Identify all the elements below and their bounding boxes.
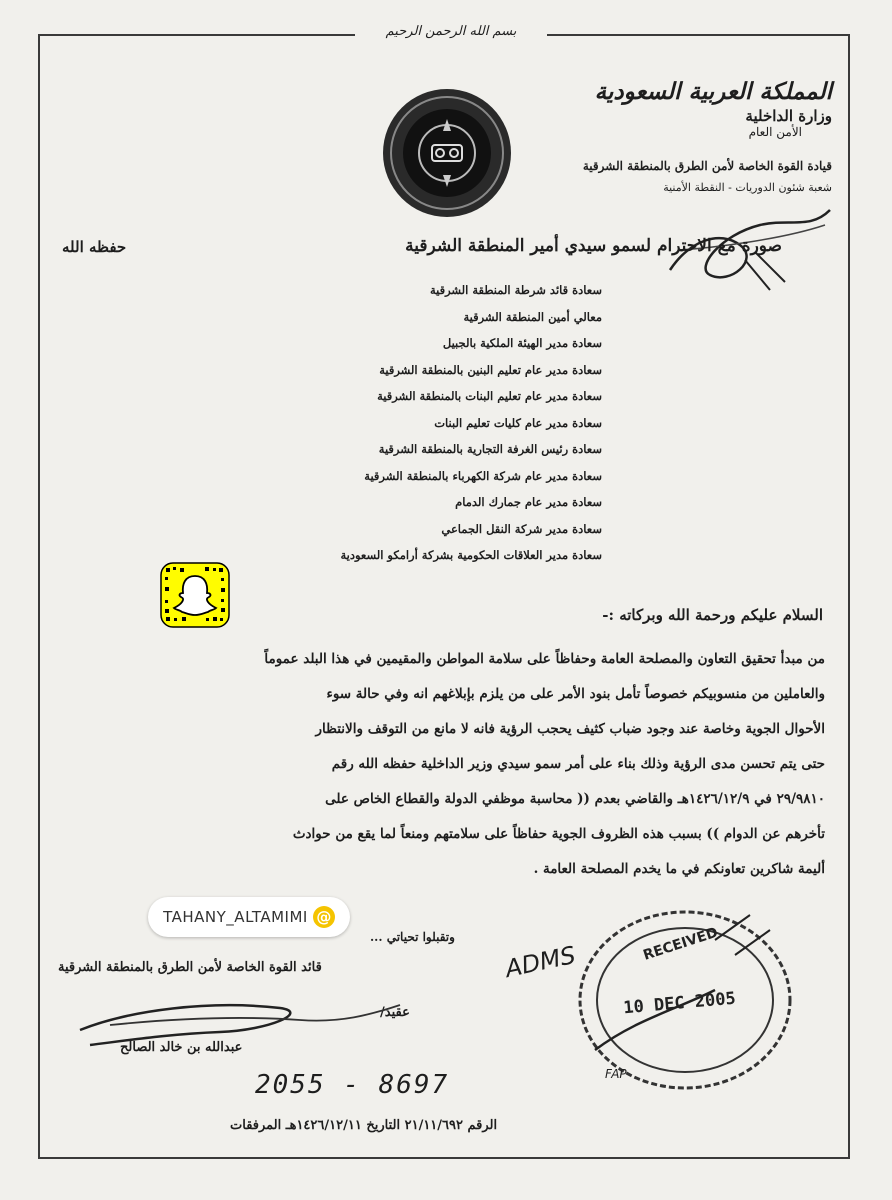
at-icon: @: [313, 906, 335, 928]
list-item: سعادة مدير عام كليات تعليم البنات: [434, 415, 602, 430]
list-item: سعادة رئيس الغرفة التجارية بالمنطقة الشرقية: [378, 442, 602, 456]
letter-body: [55, 606, 825, 887]
office-name: شعبة شئون الدوريات - النقطة الأمنية: [663, 181, 832, 194]
list-item: سعادة مدير عام جمارك الدمام: [455, 495, 602, 509]
watermark-handle: TAHANY_ALTAMIMI: [163, 908, 308, 926]
stamp-initials: FAP: [605, 1067, 627, 1081]
list-item: سعادة مدير شركة النقل الجماعي: [441, 521, 602, 536]
list-item: سعادة مدير الهيئة الملكية بالجبيل: [442, 336, 602, 350]
list-item: سعادة مدير العلاقات الحكومية بشركة أرامكو السعودية: [340, 548, 602, 562]
commander-title: قائد القوة الخاصة لأمن الطرق بالمنطقة الشرقية: [58, 960, 322, 975]
security-name: الأمن العام: [748, 125, 802, 139]
bismillah: بسم الله الرحمن الرحيم: [355, 24, 547, 39]
body-line: تأخرهم عن الدوام )) بسبب هذه الظروف الجوية حفاظاً على سلامتهم ومنعاً لما يقع من حوادث: [292, 826, 825, 842]
list-item: سعادة مدير عام شركة الكهرباء بالمنطقة الشرقية: [364, 468, 602, 483]
reference-line: الرقم ٢١/١١/٦٩٢ التاريخ ١٤٢٦/١٢/١١هـ المرفقات: [230, 1118, 498, 1133]
ministry-name: وزارة الداخلية: [745, 107, 832, 125]
kingdom-name: المملكة العربية السعودية: [594, 78, 832, 105]
rank-text: عقيد/: [380, 1005, 410, 1020]
department-name: قيادة القوة الخاصة لأمن الطرق بالمنطقة الشرقية: [582, 159, 832, 173]
list-item: معالي أمين المنطقة الشرقية: [463, 309, 602, 324]
ministry-seal-icon: [377, 83, 517, 223]
body-line: حتى يتم تحسن مدى الرؤية وذلك بناء على أمر سمو سيدي وزير الداخلية حفظه الله رقم: [331, 756, 825, 772]
body-line: الأحوال الجوية وخاصة عند وجود ضباب كثيف يحجب الرؤية فانه لا مانع من التوقف والانتظار: [315, 721, 825, 737]
body-line: أليمة شاكرين تعاونكم في ما يخدم المصلحة العامة .: [533, 861, 825, 877]
list-item: سعادة مدير عام تعليم البنين بالمنطقة الشرقية: [379, 362, 602, 377]
body-line: والعاملين من منسوبيكم خصوصاً تأمل بنود الأمر على من يلزم بإبلاغهم انه وفي حالة سوء: [326, 686, 825, 702]
handwritten-number: 2055 - 8697: [255, 1070, 450, 1100]
handwritten-adms: ADMS: [502, 940, 578, 984]
copy-to-line: صورة مع الاحترام لسمو سيدي أمير المنطقة الشرقية: [405, 236, 782, 256]
body-line: ٢٩/٩٨١٠ في ١٤٢٦/١٢/٩هـ والقاضي بعدم (( محاسبة موظفي الدولة والقطاع الخاص على: [325, 791, 825, 807]
recipient-list: [282, 277, 602, 569]
stamp-date: 10 DEC 2005: [622, 988, 737, 1019]
signatory-name: عبدالله بن خالد الصالح: [120, 1040, 243, 1055]
body-line: من مبدأ تحقيق التعاون والمصلحة العامة وحفاظاً على سلامة المواطن والمقيمين في هذا البلد عموماً: [264, 651, 825, 667]
list-item: سعادة مدير عام تعليم البنات بالمنطقة الشرقية: [377, 389, 602, 403]
watermark-badge[interactable]: [148, 897, 350, 937]
letterhead: [562, 78, 832, 194]
received-stamp: [565, 900, 805, 1100]
list-item: سعادة قائد شرطة المنطقة الشرقية: [429, 283, 602, 297]
stamp-received-label: RECEIVED: [641, 924, 720, 964]
greeting: السلام عليكم ورحمة الله وبركاته :-: [602, 606, 823, 624]
closing-text: وتقبلوا تحياتي ...: [370, 930, 455, 944]
hafizahu-text: حفظه الله: [62, 238, 127, 256]
